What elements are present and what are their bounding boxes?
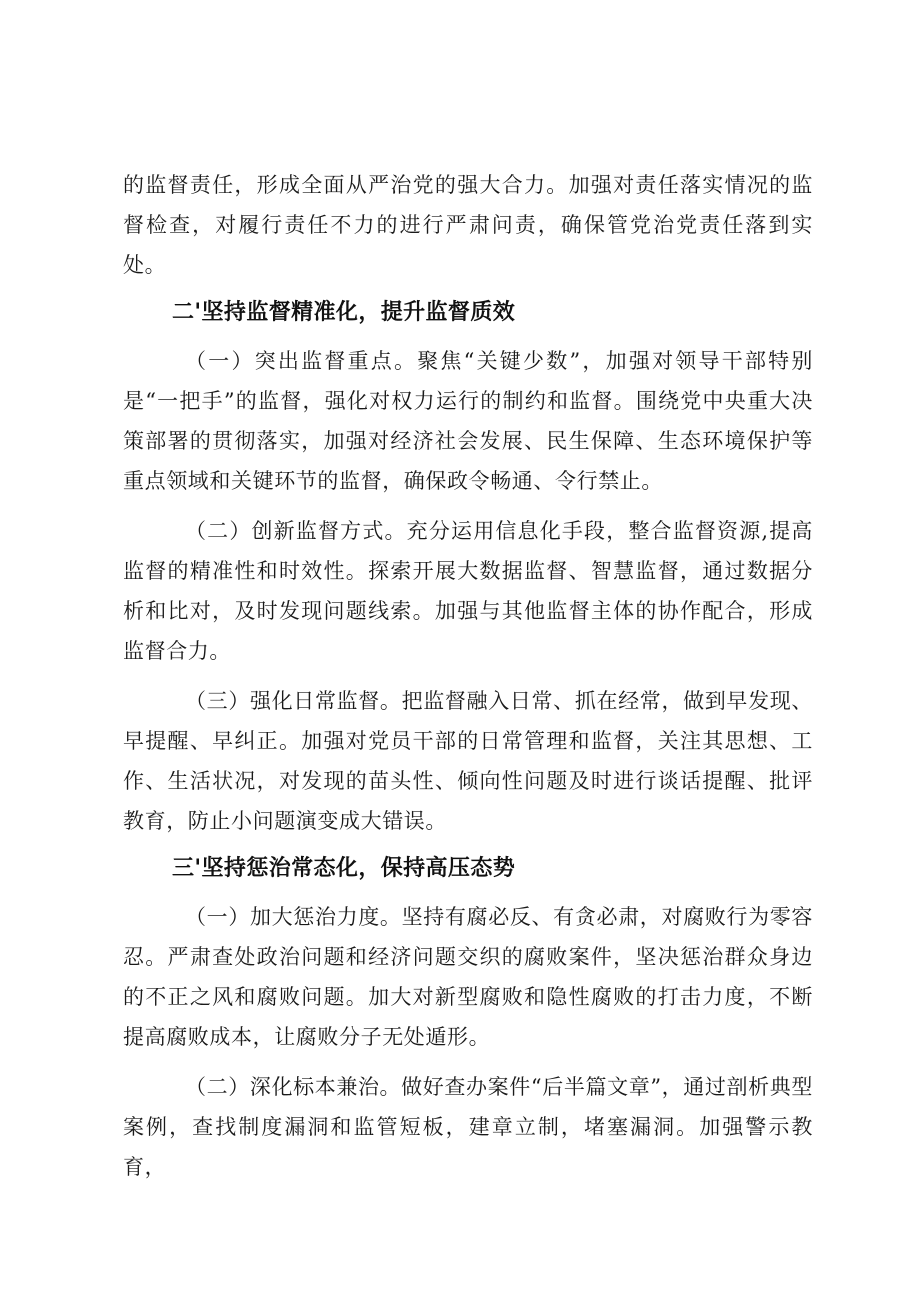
section-heading-2: 二'坚持监督精准化，提升监督质效 (172, 300, 516, 325)
paragraph-root-causes: （二）深化标本兼治。做好查办案件“后半篇文章”，通过剖析典型案例，查找制度漏洞和监管短板，建章立制，堵塞漏洞。加强警示教育， (123, 1075, 813, 1179)
paragraph-continuation: 的监督责任，形成全面从严治党的强大合力。加强对责任落实情况的监督检查，对履行责任不力的进行严肃问责，确保管党治党责任落到实处。 (123, 173, 813, 277)
spacer (123, 671, 813, 681)
section-heading-3: 三'坚持惩治常态化，保持高压态势 (172, 856, 516, 881)
spacer (123, 1057, 813, 1067)
paragraph-punishment: （一）加大惩治力度。坚持有腐必反、有贪必肃，对腐败行为零容忍。严肃查处政治问题和经济问题交织的腐败案件，坚决惩治群众身边的不正之风和腐败问题。加大对新型腐败和隐性腐败的打击力度，不断提高腐败成本，让腐败分子无处遁形。 (123, 905, 813, 1049)
paragraph-focus-supervision: （一）突出监督重点。聚焦“关键少数”，加强对领导干部特别是“一把手”的监督，强化对权力运行的制约和监督。围绕党中央重大决策部署的贯彻落实，加强对经济社会发展、民生保障、生态环境保护等重点领域和关键环节的监督，确保政令畅通、令行禁止。 (123, 349, 813, 493)
spacer (123, 501, 813, 511)
document-body (123, 165, 813, 1187)
paragraph-innovate-supervision: （二）创新监督方式。充分运用信息化手段，整合监督资源,提高监督的精准性和时效性。探索开展大数据监督、智慧监督，通过数据分析和比对，及时发现问题线索。加强与其他监督主体的协作配合，形成监督合力。 (123, 519, 813, 663)
paragraph-daily-supervision: （三）强化日常监督。把监督融入日常、抓在经常，做到早发现、早提醒、早纠正。加强对党员干部的日常管理和监督，关注其思想、工作、生活状况，对发现的苗头性、倾向性问题及时进行谈话提醒、批评教育，防止小问题演变成大错误。 (123, 689, 813, 833)
